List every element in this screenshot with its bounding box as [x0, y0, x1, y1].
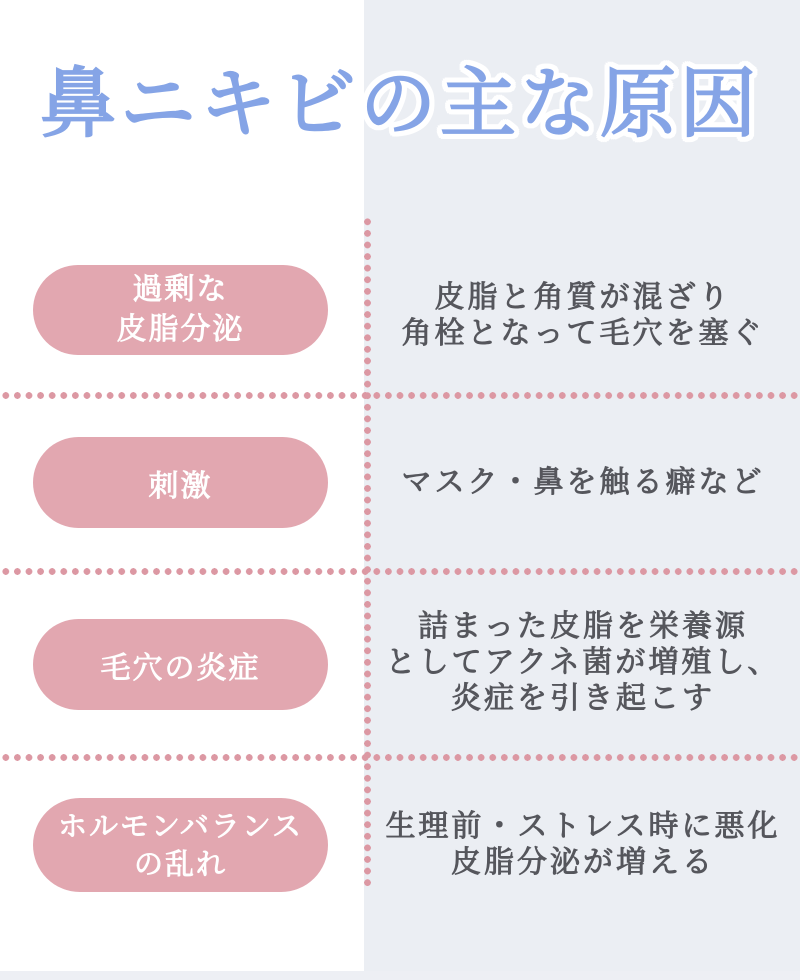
cause-label-line: 過剰な: [132, 272, 229, 307]
cause-description-2: [366, 465, 800, 501]
cause-label-line: の乱れ: [133, 847, 227, 881]
cause-description-line: 詰まった皮脂を栄養源: [418, 609, 748, 644]
cause-label-line: 毛穴の炎症: [100, 650, 261, 686]
cause-description-1: [366, 280, 800, 352]
cause-label-line: 刺激: [148, 468, 213, 504]
cause-description-line: 皮脂と角質が混ざり: [434, 280, 732, 315]
cause-description-line: マスク・鼻を触る癖など: [401, 465, 765, 500]
cause-label-pill-4: [33, 798, 328, 892]
cause-description-line: 生理前・ストレス時に悪化: [385, 809, 781, 844]
divider-dotted-horizontal-1: [0, 392, 800, 399]
cause-label-line: ホルモンバランス: [57, 809, 304, 843]
page-title: 鼻ニキビの主な原因: [40, 59, 760, 148]
cause-label-pill-3: [33, 619, 328, 710]
cause-description-line: 皮脂分泌が増える: [451, 845, 715, 880]
cause-label-line: 皮脂分泌: [116, 312, 245, 347]
cause-description-4: [366, 809, 800, 881]
cause-description-line: 角栓となって毛穴を塞ぐ: [401, 316, 765, 351]
cause-label-pill-2: [33, 437, 328, 528]
cause-description-line: 炎症を引き起こす: [451, 681, 715, 716]
cause-label-pill-1: [33, 265, 328, 355]
divider-dotted-horizontal-3: [0, 754, 800, 761]
cause-description-line: としてアクネ菌が増殖し、: [385, 645, 781, 680]
cause-description-3: [366, 609, 800, 717]
divider-dotted-horizontal-2: [0, 568, 800, 575]
